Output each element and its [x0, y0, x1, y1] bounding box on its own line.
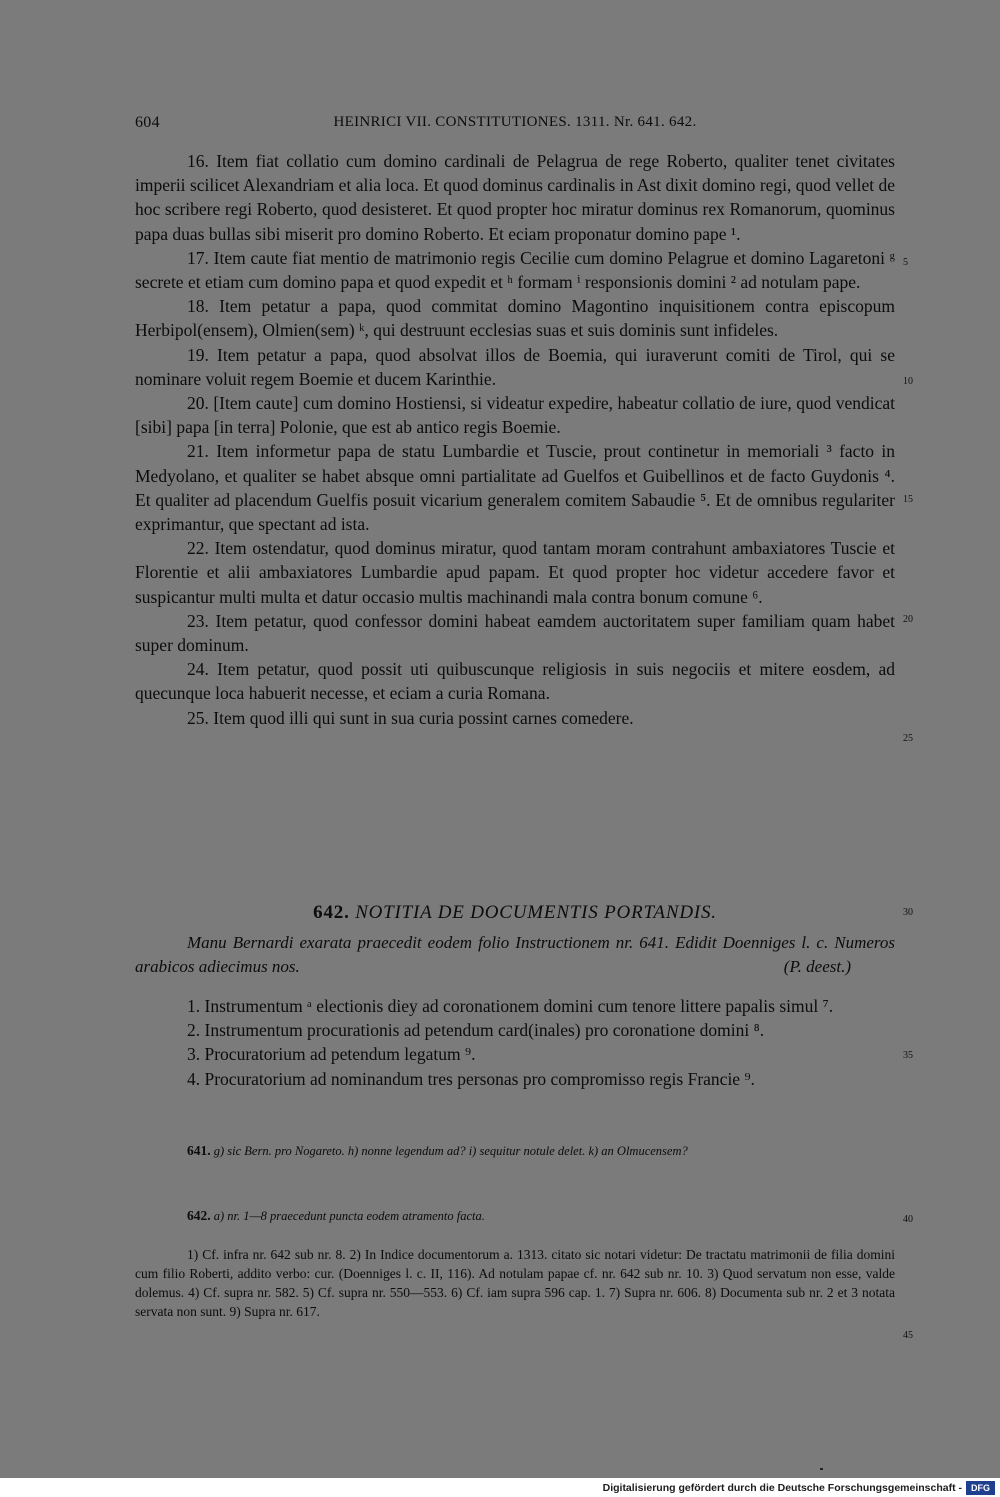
line-number: 35 [903, 1050, 913, 1061]
critical-notes-642 [135, 1207, 895, 1225]
section-heading-642 [135, 902, 895, 924]
intro-siglum: (P. deest.) [783, 957, 851, 976]
intro-text: Manu Bernardi exarata praecedit eodem folio Instructionem nr. 641. Edidit Doenniges l. c. Numeros arabicos adiecimus nos. [135, 933, 895, 976]
line-number: 10 [903, 376, 913, 387]
section-number: 642. [313, 902, 350, 923]
line-number: 5 [903, 257, 908, 268]
page-number: 604 [135, 114, 160, 131]
paragraph-20: 20. [Item caute] cum domino Hostiensi, si videatur expedire, habeatur collatio de iure, quod vendicat [sibi] papa [in terra] Polonie, que est ab antico regis Boemie. [135, 393, 895, 438]
dfg-logo-icon: DFG [966, 1481, 995, 1495]
running-title: HEINRICI VII. CONSTITUTIONES. 1311. Nr. 641. 642. [333, 114, 697, 130]
section-title: NOTITIA DE DOCUMENTIS PORTANDIS. [355, 902, 717, 923]
page-mark [820, 1468, 823, 1470]
paragraph-19: 19. Item petatur a papa, quod absolvat illos de Boemia, qui iuraverunt comiti de Tirol, qui se nominare voluit regem Boemie et ducem Karinthie. [135, 344, 895, 389]
list-item: 2. Instrumentum procurationis ad petendum card(inales) pro coronatione domini ⁸. [187, 1020, 765, 1041]
note-text: a) nr. 1—8 praecedunt puncta eodem atramento facta. [213, 1209, 485, 1223]
main-text-641 [135, 149, 895, 730]
critical-notes-641 [135, 1142, 895, 1160]
note-text: g) sic Bern. pro Nogareto. h) nonne legendum ad? i) sequitur notule delet. k) an Olmucensem? [213, 1144, 688, 1158]
paragraph-21: 21. Item informetur papa de statu Lumbardie et Tuscie, prout continetur in memoriali ³ facto in Medyolano, et qualiter se habet absque omni partialitate ad Guelfos et Guibellinos et de facto Guydonis ⁴. Et qualiter ad placendum Guelfis posuit vicarium generalem comitem Sabaudie ⁵. Et de omnibus regulariter exprimantur, que spectant ad ista. [135, 441, 895, 535]
line-number: 40 [903, 1214, 913, 1225]
line-number: 15 [903, 494, 913, 505]
line-number: 20 [903, 614, 913, 625]
line-number: 30 [903, 907, 913, 918]
footnotes [135, 1245, 895, 1321]
paragraph-18: 18. Item petatur a papa, quod commitat domino Magontino inquisitionem contra episcopum Herbipol(ensem), Olmien(sem) ᵏ, qui destruunt ecclesias suas et suis dominis sunt infideles. [135, 296, 895, 341]
section-intro [135, 931, 895, 979]
note-label: 642. [187, 1208, 211, 1223]
document-list [135, 994, 895, 1091]
running-header [135, 114, 895, 138]
paragraph-25: 25. Item quod illi qui sunt in sua curia possint carnes comedere. [187, 707, 634, 728]
footer-bar [0, 1478, 1000, 1497]
paragraph-17: 17. Item caute fiat mentio de matrimonio regis Cecilie cum domino Pelagrue et domino Lagaretoni ᵍ secrete et etiam cum domino papa et quod expedit et ʰ formam ⁱ responsionis domini ² ad notulam pape. [135, 247, 895, 293]
funding-credit: Digitalisierung gefördert durch die Deutsche Forschungsgemeinschaft - [602, 1482, 962, 1494]
note-label: 641. [187, 1143, 211, 1158]
paragraph-24: 24. Item petatur, quod possit uti quibuscunque religiosis in suis negociis et mitere eosdem, ad quecunque loca habuerit necesse, et eciam a curia Romana. [135, 659, 895, 704]
paragraph-16: 16. Item fiat collatio cum domino cardinali de Pelagrua de rege Roberto, qualiter tenet civitates imperii scilicet Alexandriam et alia loca. Et quod dominus cardinalis in Ast dixit domino regi, quod vellet de hoc scribere regi Roberto, quod desisteret. Et quod propter hoc miratur dominus rex Romanorum, quominus papa duas bullas sibi miserit pro domino Roberto. Et eciam proponatur domino pape ¹. [135, 151, 895, 244]
list-item: 1. Instrumentum ᵃ electionis diey ad coronationem domini cum tenore littere papalis simul ⁷. [187, 996, 834, 1016]
line-number: 45 [903, 1330, 913, 1341]
list-item: 4. Procuratorium ad nominandum tres personas pro compromisso regis Francie ⁹. [187, 1068, 755, 1089]
line-number: 25 [903, 733, 913, 744]
list-item: 3. Procuratorium ad petendum legatum ⁹. [187, 1044, 476, 1065]
footnotes-text: 1) Cf. infra nr. 642 sub nr. 8. 2) In Indice documentorum a. 1313. citato sic notari videtur: De tractatu matrimonii de filia domini cum filio Roberti, addito verbo: cur. (Doenniges l. c. II, 116). Ad notulam papae cf. nr. 642 sub nr. 10. 3) Quod servatum non esse, valde dolemus. 4) Cf. supra nr. 582. 5) Cf. supra nr. 550—553. 6) Cf. iam supra 596 cap. 1. 7) Supra nr. 606. 8) Documenta sub nr. 2 et 3 notata servata non sunt. 9) Supra nr. 617. [135, 1247, 895, 1319]
paragraph-22: 22. Item ostendatur, quod dominus miratur, quod tantam moram contrahunt ambaxiatores Tuscie et Florentie et alii ambaxiatores Lumbardie apud papam. Et quod propter hoc videtur accedere favor et suspicantur multi multa et datur occasio multis machinandi mala contra bonum comune ⁶. [135, 538, 895, 607]
paragraph-23: 23. Item petatur, quod confessor domini habeat eamdem auctoritatem super familiam quam habet super dominum. [135, 610, 895, 656]
